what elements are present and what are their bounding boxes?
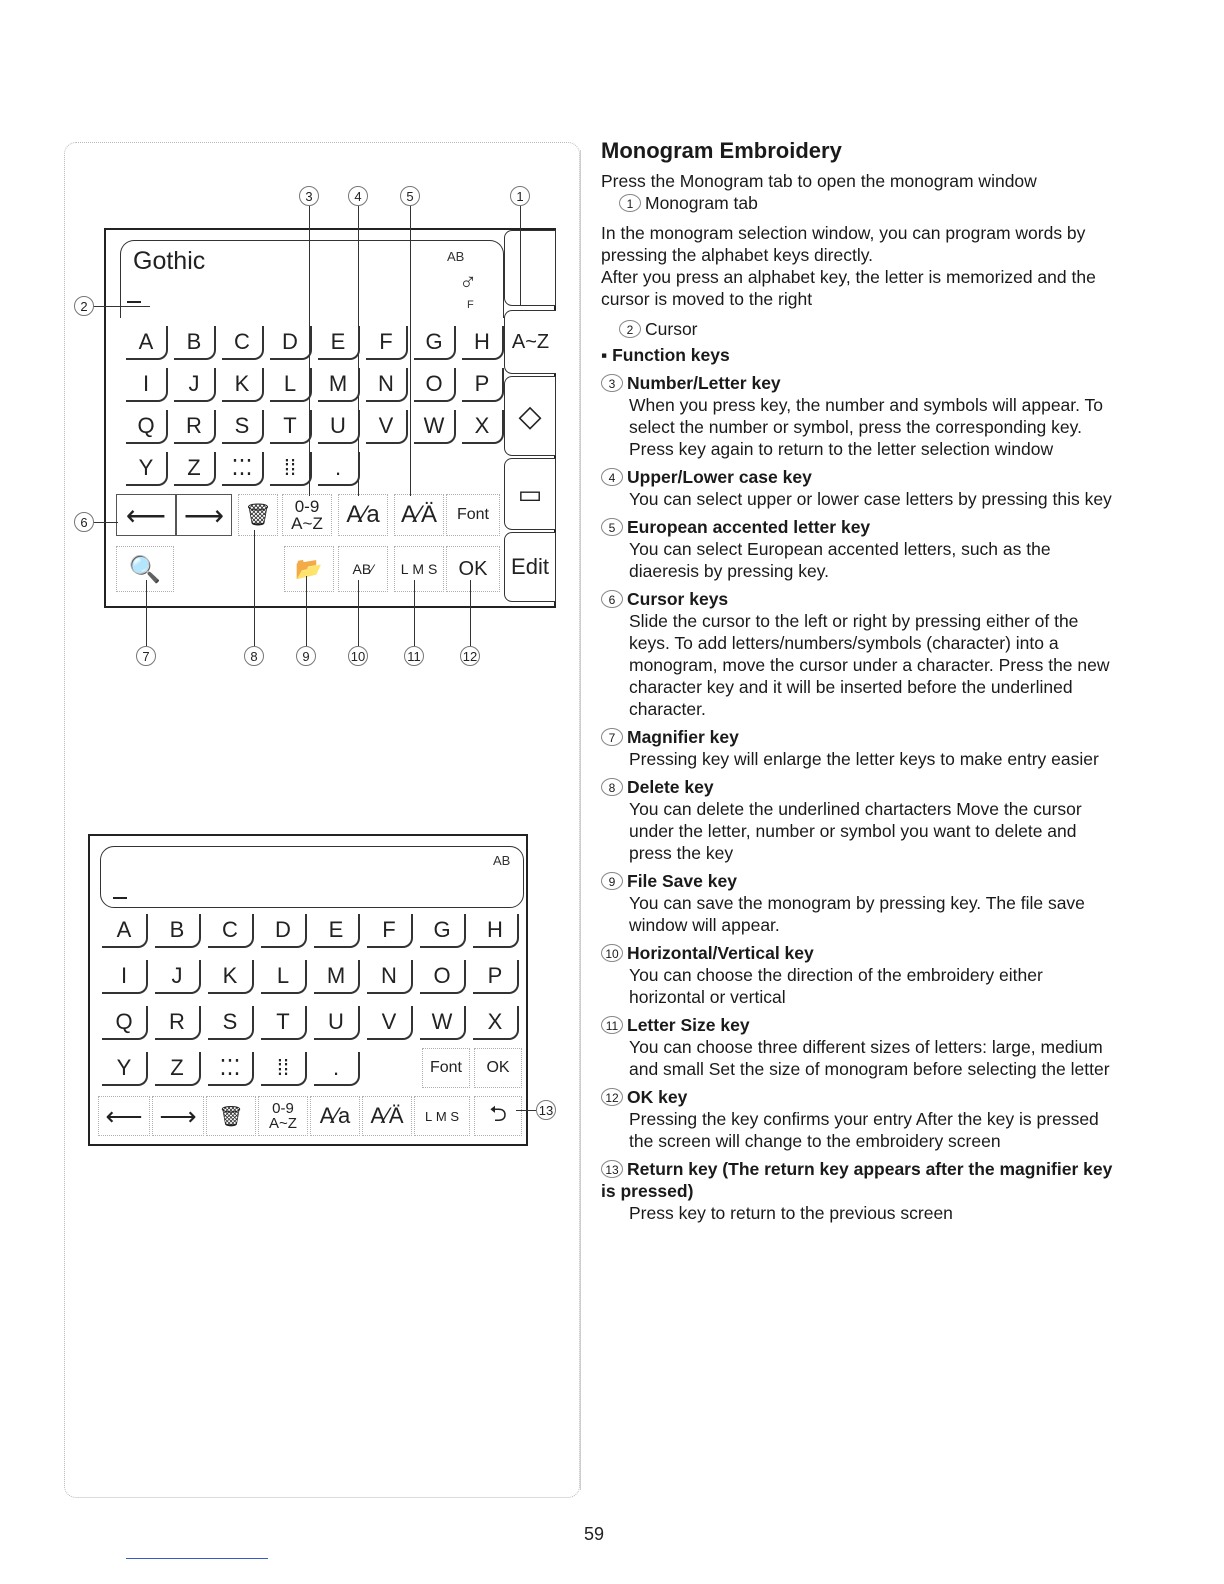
function-key-title <box>601 776 1121 798</box>
function-key-title-text: Letter Size key <box>627 1015 750 1035</box>
page-number: 59 <box>584 1524 605 1544</box>
letter-key[interactable]: W <box>414 410 456 444</box>
letter-key[interactable]: ⁞⁞ <box>261 1052 307 1086</box>
return-icon: ⮌ <box>489 1101 507 1126</box>
tab-monogram-label: A~Z <box>511 330 550 353</box>
leader-8 <box>254 530 255 646</box>
number-badge: 8 <box>601 778 623 796</box>
font-key[interactable] <box>422 1048 470 1088</box>
intro-paragraph-3: After you press an alphabet key, the letter is memorized and the cursor is moved to the right <box>601 267 1096 309</box>
letter-key[interactable]: R <box>155 1006 201 1040</box>
trash-icon: 🗑 <box>244 502 272 527</box>
intro-monogram-tab <box>601 192 1121 214</box>
letter-key[interactable]: E <box>314 914 360 948</box>
ok-key-label: OK <box>486 1059 510 1076</box>
letter-key[interactable]: G <box>420 914 466 948</box>
tab-monogram[interactable] <box>504 310 556 374</box>
number-letter-key[interactable] <box>282 494 332 536</box>
tab-edit-label: Edit <box>511 554 549 579</box>
letter-key[interactable]: ⁞⁞ <box>270 452 312 486</box>
font-key-label: Font <box>429 1059 462 1076</box>
function-key-description: Pressing the key confirms your entry After the key is pressed the screen will change to the embroidery screen <box>629 1109 1099 1151</box>
cursor-left-key[interactable] <box>98 1096 150 1136</box>
function-key-title <box>601 942 1121 964</box>
letter-key[interactable]: O <box>420 960 466 994</box>
trash-icon: 🗑 <box>218 1105 244 1128</box>
letter-key[interactable]: U <box>314 1006 360 1040</box>
letter-key[interactable]: F <box>366 326 408 360</box>
ok-key-label: OK <box>458 557 488 580</box>
function-key-title-text: OK key <box>627 1087 688 1107</box>
letter-key[interactable]: W <box>420 1006 466 1040</box>
letter-key[interactable]: C <box>222 326 264 360</box>
leader-4 <box>358 206 359 496</box>
function-key-title <box>601 726 1121 748</box>
monogram-screen-magnified <box>88 834 528 1146</box>
size-large-label: L <box>425 1108 433 1124</box>
file-save-key[interactable] <box>284 546 334 592</box>
leader-2 <box>94 306 150 307</box>
letter-key[interactable]: ⁚⁚⁚ <box>208 1052 254 1086</box>
function-key-description: When you press key, the number and symbols will appear. To select the number or symbol, press the corresponding key. Press key again to return to the letter selection window <box>629 395 1104 459</box>
function-key-title-text: Cursor keys <box>627 589 729 609</box>
letter-key[interactable]: D <box>261 914 307 948</box>
number-badge: 5 <box>601 518 623 536</box>
callout-6: 6 <box>74 512 94 532</box>
size-small-label: S <box>450 1108 459 1124</box>
upper-lower-case-key[interactable]: A⁄a <box>310 1096 360 1136</box>
return-key[interactable] <box>474 1096 522 1136</box>
function-key-title <box>601 1014 1121 1036</box>
function-keys-heading: ▪ Function keys <box>601 345 730 365</box>
font-key[interactable] <box>446 494 500 536</box>
function-key-description: Slide the cursor to the left or right by pressing either of the keys. To add letters/numbers/symbols (character) into a monogram, move the cursor under a character. Press the new character key and it will be inserted before the underlined character. <box>629 611 1110 719</box>
function-key-title-text: Number/Letter key <box>627 373 781 393</box>
letter-key[interactable]: L <box>261 960 307 994</box>
delete-key[interactable] <box>206 1096 256 1136</box>
letter-key[interactable]: Y <box>102 1052 148 1086</box>
arrow-left-icon: ⟵ <box>105 1100 143 1131</box>
letter-label: A~Z <box>291 514 323 533</box>
letter-label: A~Z <box>269 1115 297 1132</box>
letter-key[interactable]: J <box>155 960 201 994</box>
function-key-description: You can select upper or lower case letters by pressing this key <box>629 489 1112 509</box>
arrow-left-icon: ⟵ <box>125 499 167 531</box>
delete-key[interactable] <box>238 494 278 536</box>
page-heading: Monogram Embroidery <box>601 138 842 163</box>
letter-key[interactable]: T <box>261 1006 307 1040</box>
function-key-title <box>601 466 1121 488</box>
letter-key[interactable]: . <box>318 452 360 486</box>
horizontal-vertical-key[interactable]: AB ⁄ <box>338 546 388 592</box>
leader-11 <box>414 580 415 646</box>
letter-key[interactable]: O <box>414 368 456 402</box>
function-key-title <box>601 516 1121 538</box>
ok-key[interactable] <box>446 546 500 592</box>
function-key-description: Pressing key will enlarge the letter keys to make entry easier <box>629 749 1099 769</box>
text-cursor <box>113 897 127 899</box>
letter-key[interactable]: Y <box>126 452 168 486</box>
callout-4: 4 <box>348 186 368 206</box>
function-key-title-text: Delete key <box>627 777 714 797</box>
number-badge: 12 <box>601 1088 623 1106</box>
footer-rule <box>126 1558 268 1559</box>
number-badge: 10 <box>601 944 623 962</box>
size-medium-label: M <box>435 1108 447 1124</box>
callout-13: 13 <box>536 1100 556 1120</box>
leader-12 <box>470 580 471 646</box>
number-badge: 2 <box>619 320 641 338</box>
foot-label: F <box>467 299 474 311</box>
direction-label: AB <box>493 853 511 868</box>
function-key-title-text: Return key (The return key appears after the magnifier key is pressed) <box>601 1159 1113 1201</box>
function-key-title-text: Upper/Lower case key <box>627 467 812 487</box>
magnifier-icon: 🔍 <box>128 553 162 584</box>
function-key-title <box>601 372 1121 394</box>
number-label: 0-9 <box>272 1100 294 1117</box>
cursor-reference <box>601 318 1121 340</box>
letter-key[interactable]: N <box>367 960 413 994</box>
letter-key[interactable]: Q <box>102 1006 148 1040</box>
cursor-right-key[interactable] <box>176 494 232 536</box>
letter-key[interactable]: S <box>208 1006 254 1040</box>
horizontal-label: AB <box>352 561 372 577</box>
monogram-entry-window-large <box>100 846 524 908</box>
callout-12: 12 <box>460 646 480 666</box>
function-key-description: You can choose the direction of the embroidery either horizontal or vertical <box>629 965 1043 1007</box>
number-letter-key[interactable] <box>258 1096 308 1136</box>
function-key-title-text: European accented letter key <box>627 517 871 537</box>
cursor-label: Cursor <box>645 319 698 339</box>
letter-key[interactable]: G <box>414 326 456 360</box>
letter-key[interactable]: U <box>318 410 360 444</box>
size-medium-label: M <box>412 561 425 577</box>
letter-key[interactable]: R <box>174 410 216 444</box>
letter-key[interactable]: T <box>270 410 312 444</box>
letter-key[interactable]: B <box>155 914 201 948</box>
letter-key[interactable]: ⁚⁚⁚ <box>222 452 264 486</box>
number-badge: 1 <box>619 194 641 212</box>
callout-10: 10 <box>348 646 368 666</box>
function-key-title <box>601 870 1121 892</box>
upper-lower-case-key[interactable]: A⁄a <box>338 494 388 536</box>
callout-9: 9 <box>296 646 316 666</box>
callout-8: 8 <box>244 646 264 666</box>
letter-key[interactable]: Z <box>174 452 216 486</box>
accented-letter-key[interactable]: A⁄Ä <box>394 494 444 536</box>
letter-key[interactable]: V <box>366 410 408 444</box>
letter-key[interactable]: N <box>366 368 408 402</box>
arrow-right-icon: ⟶ <box>159 1100 197 1131</box>
tab-top[interactable] <box>504 230 556 306</box>
number-badge: 13 <box>601 1160 623 1178</box>
folder-icon: 📂 <box>295 556 323 581</box>
text-cursor <box>127 301 141 303</box>
letter-key[interactable]: I <box>126 368 168 402</box>
number-badge: 6 <box>601 590 623 608</box>
number-badge: 7 <box>601 728 623 746</box>
letter-key[interactable]: B <box>174 326 216 360</box>
function-key-description: You can choose three different sizes of letters: large, medium and small Set the size of monogram before selecting the letter <box>629 1037 1110 1079</box>
leader-9 <box>306 576 307 646</box>
number-badge: 9 <box>601 872 623 890</box>
callout-2: 2 <box>74 296 94 316</box>
hoop-icon: ▭ <box>517 478 543 509</box>
intro-paragraph-1: Press the Monogram tab to open the monogram window <box>601 171 1037 191</box>
monogram-entry-window <box>120 240 504 318</box>
function-key-title <box>601 1086 1121 1108</box>
leader-7 <box>146 580 147 646</box>
function-key-title <box>601 1158 1121 1202</box>
monogram-screen-standard <box>104 228 556 608</box>
font-key-label: Font <box>456 506 489 523</box>
tab-column <box>504 230 556 606</box>
letter-key[interactable]: I <box>102 960 148 994</box>
function-keys-label: Function keys <box>612 345 730 365</box>
letter-key[interactable]: X <box>473 1006 519 1040</box>
intro-paragraph-2: In the monogram selection window, you can program words by pressing the alphabet keys directly. <box>601 223 1086 265</box>
direction-label: AB <box>447 249 465 264</box>
column-divider <box>580 150 581 1490</box>
function-key-description: You can select European accented letters, such as the diaeresis by pressing key. <box>629 539 1051 581</box>
letter-key[interactable]: M <box>314 960 360 994</box>
letter-key[interactable]: M <box>318 368 360 402</box>
letter-key[interactable]: E <box>318 326 360 360</box>
letter-key[interactable]: A <box>102 914 148 948</box>
tab-eraser[interactable] <box>504 376 556 456</box>
letter-key[interactable]: S <box>222 410 264 444</box>
tab-embroidery[interactable] <box>504 458 556 530</box>
cursor-right-key[interactable] <box>152 1096 204 1136</box>
function-key-list <box>601 372 1121 1224</box>
function-key-title <box>601 588 1121 610</box>
letter-size-key[interactable] <box>414 1096 470 1136</box>
leader-1 <box>520 206 521 306</box>
letter-key[interactable]: C <box>208 914 254 948</box>
function-key-description: Press key to return to the previous screen <box>629 1203 953 1223</box>
leader-3 <box>309 206 310 496</box>
letter-key[interactable]: X <box>462 410 504 444</box>
needle-icon: ♂ <box>459 269 477 296</box>
monogram-tab-label: Monogram tab <box>645 193 758 213</box>
cursor-left-key[interactable] <box>116 494 176 536</box>
letter-key[interactable]: F <box>367 914 413 948</box>
leader-6 <box>94 522 118 523</box>
letter-key[interactable]: A <box>126 326 168 360</box>
letter-key[interactable]: Z <box>155 1052 201 1086</box>
size-small-label: S <box>427 561 438 577</box>
number-badge: 4 <box>601 468 623 486</box>
callout-11: 11 <box>404 646 424 666</box>
instructions-column <box>601 140 1121 1228</box>
letter-key[interactable]: Q <box>126 410 168 444</box>
ok-key[interactable] <box>474 1048 522 1088</box>
callout-1: 1 <box>510 186 530 206</box>
number-badge: 11 <box>601 1016 623 1034</box>
function-key-title-text: Magnifier key <box>627 727 739 747</box>
font-name: Gothic <box>133 247 206 275</box>
letter-key[interactable]: H <box>473 914 519 948</box>
arrow-right-icon: ⟶ <box>183 499 225 531</box>
callout-3: 3 <box>299 186 319 206</box>
letter-key[interactable]: K <box>208 960 254 994</box>
magnifier-key[interactable] <box>116 546 174 592</box>
callout-7: 7 <box>136 646 156 666</box>
function-key-title-text: Horizontal/Vertical key <box>627 943 814 963</box>
function-key-title-text: File Save key <box>627 871 737 891</box>
letter-size-key[interactable] <box>394 546 444 592</box>
letter-key[interactable]: V <box>367 1006 413 1040</box>
callout-5: 5 <box>400 186 420 206</box>
accented-letter-key[interactable]: A⁄Ä <box>362 1096 412 1136</box>
leader-13 <box>516 1110 536 1111</box>
letter-key[interactable]: L <box>270 368 312 402</box>
letter-key[interactable]: P <box>473 960 519 994</box>
eraser-icon: ◇ <box>518 399 542 433</box>
function-key-description: You can save the monogram by pressing key. The file save window will appear. <box>629 893 1085 935</box>
tab-edit[interactable] <box>504 532 556 602</box>
number-label: 0-9 <box>294 497 320 516</box>
number-badge: 3 <box>601 374 623 392</box>
letter-key[interactable]: . <box>314 1052 360 1086</box>
function-key-description: You can delete the underlined chartacters Move the cursor under the letter, number or symbol you want to delete and press the key <box>629 799 1082 863</box>
size-large-label: L <box>400 561 409 577</box>
leader-5 <box>410 206 411 496</box>
letter-key[interactable]: D <box>270 326 312 360</box>
leader-10 <box>358 580 359 646</box>
letter-key[interactable]: K <box>222 368 264 402</box>
letter-key[interactable]: P <box>462 368 504 402</box>
letter-key[interactable]: H <box>462 326 504 360</box>
letter-key[interactable]: J <box>174 368 216 402</box>
